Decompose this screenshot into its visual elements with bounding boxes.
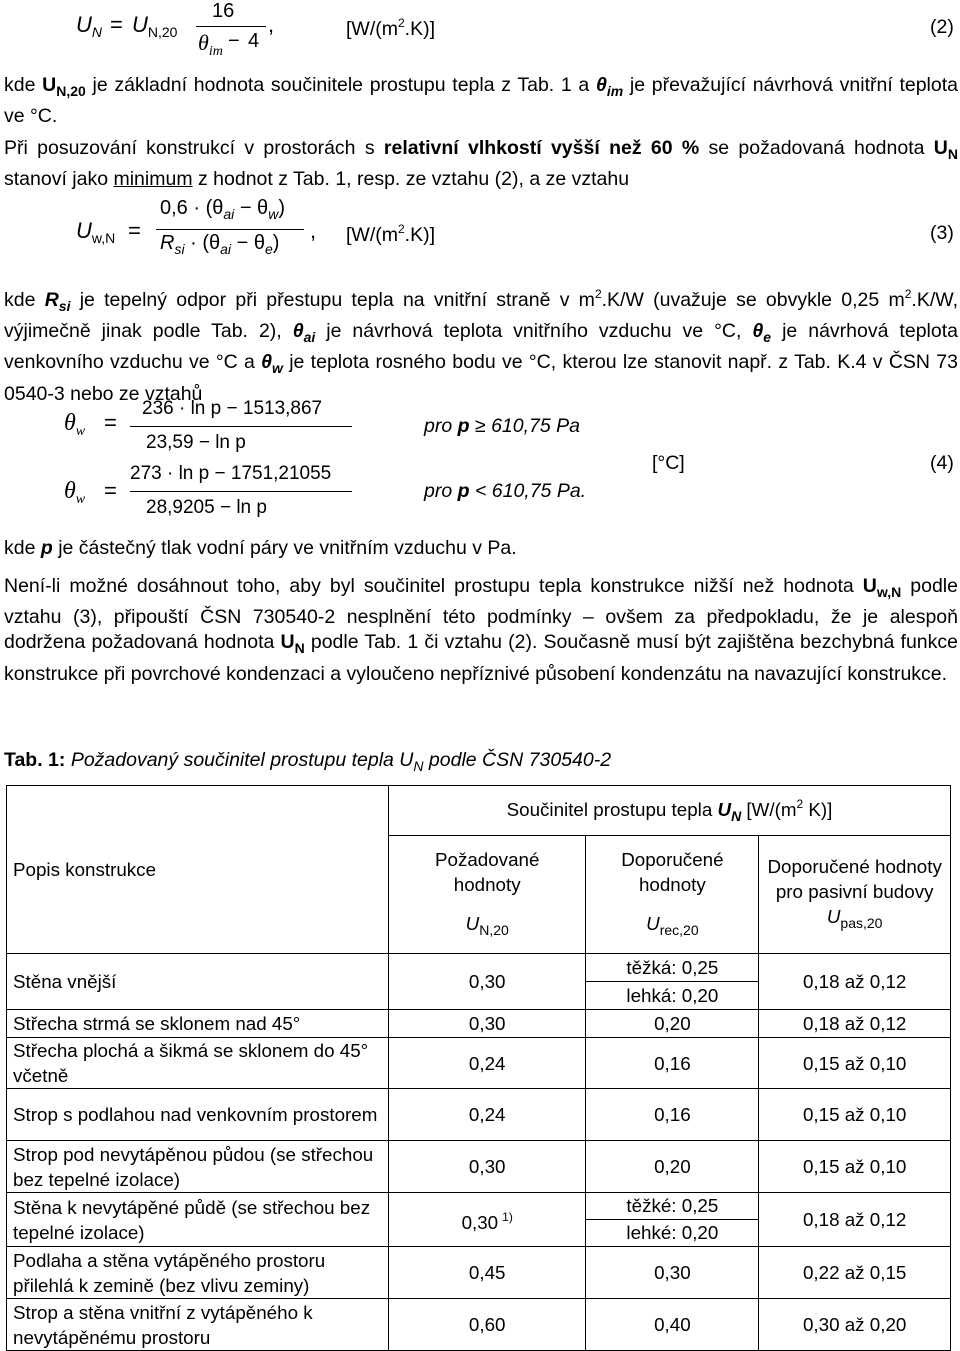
header-group: Součinitel prostupu tepla $U_N$ [$W/(m^2$ K)]: [388, 786, 950, 836]
eq4-num1: 236 · ln p − 1513,867: [142, 398, 323, 419]
eq4-den1: 23,59 − ln p: [146, 432, 246, 453]
table-caption: Tab. 1: Požadovaný součinitel prostupu tepla $U_N$ podle ČSN 730540-2: [4, 749, 612, 774]
paragraph-5: Není-li možné dosáhnout toho, aby byl součinitel prostupu tepla konstrukce nižší než hodnota $U_{w,N}$ podle vztahu (3), připouští ČSN 730540-2 nesplnění této podmínky – ovšem za předpokladu, že je alespoň dodržena požadovaná hodnota $U_N$ podle Tab. 1 či vztahu (2). Současně musí být zajištěna bezchybná funkce konstrukce při povrchové kondenzaci a vyloučeno nepříznivé působení kondenzátu na navazující konstrukce.: [4, 575, 958, 685]
eq2-equals: =: [110, 12, 123, 37]
eq4-den2: 28,9205 − ln p: [146, 497, 267, 518]
eq4-cond2: pro p < 610,75 Pa.: [424, 480, 587, 502]
eq3-fraction-bar: [156, 229, 304, 230]
table-row: Střecha plochá a šikmá se sklonem do 45° včetně 0,24 0,16 0,15 až 0,10: [7, 1038, 951, 1089]
eq2-rhs: U: [132, 12, 148, 37]
header-recommended: Doporučené hodnoty $U_{rec,20}$: [586, 836, 759, 954]
header-description: Popis konstrukce: [7, 786, 389, 954]
eq4-cond1: pro p ≥ 610,75 Pa: [424, 415, 580, 437]
eq2-number: (2): [930, 16, 954, 38]
eq3-unit: $[W/(m^2.K)]$: [346, 222, 436, 246]
paragraph-2: Při posuzování konstrukcí v prostorách s relativní vlhkostí vyšší než 60 % se požadovaná hodnota $U_N$ stanoví jako minimum z hodnot z Tab. 1, resp. ze vztahu (2), a ze vztahu: [4, 137, 958, 191]
eq2-unit: $[W/(m^2.K)]$: [346, 16, 436, 40]
eq3-number: (3): [930, 222, 954, 244]
u-values-table: [6, 785, 951, 1351]
eq2-fraction-bar: [196, 26, 266, 27]
eq2-minus: −: [228, 30, 240, 52]
eq4-unit: [°C]: [652, 452, 685, 474]
eq2-lhs: U: [76, 12, 92, 37]
paragraph-1: kde $U_{N,20}$ je základní hodnota součinitele prostupu tepla z Tab. 1 a $\theta_{im}$ je převažující návrhová vnitřní teplota ve °C.: [4, 74, 958, 128]
table-row: Strop a stěna vnitřní z vytápěného k nevytápěnému prostoru 0,60 0,40 0,30 až 0,20: [7, 1299, 951, 1351]
table-row: Strop pod nevytápěnou půdou (se střechou bez tepelné izolace) 0,30 0,20 0,15 až 0,10: [7, 1141, 951, 1193]
paragraph-4: kde p je částečný tlak vodní páry ve vnitřním vzduchu v Pa.: [4, 537, 517, 559]
table-row: Strop s podlahou nad venkovním prostorem 0,24 0,16 0,15 až 0,10: [7, 1089, 951, 1141]
header-required: Požadované hodnoty $U_{N,20}$: [388, 836, 585, 954]
table-row: Stěna k nevytápěné půdě (se střechou bez tepelné izolace) 0,30 $^{1)}$ těžké: 0,25 lehké: 0,20 0,18 až 0,12: [7, 1193, 951, 1247]
table-row: Podlaha a stěna vytápěného prostoru přilehlá k zemině (bez vlivu zeminy) 0,45 0,30 0,22 až 0,15: [7, 1247, 951, 1299]
eq3-numerator: $0,6 \cdot (\theta_{ai} - \theta_w)$: [160, 197, 285, 222]
eq2-numerator: 16: [212, 0, 235, 22]
header-passive: Doporučené hodnoty pro pasivní budovy $U_{pas,20}$: [759, 836, 951, 954]
table-row: Střecha strmá se sklonem nad 45° 0,30 0,20 0,18 až 0,12: [7, 1010, 951, 1038]
table-row: Stěna vnější 0,30 těžká: 0,25 lehká: 0,20 0,18 až 0,12: [7, 954, 951, 1010]
eq4-num2: 273 · ln p − 1751,21055: [130, 463, 332, 484]
paragraph-3: kde $R_{si}$ je tepelný odpor při přestupu tepla na vnitřní straně v $m^2.K/W$ (uvažuje se obvykle 0,25 $m^2.K/W$, výjimečně jinak podle Tab. 2), $\theta_{ai}$ je návrhová teplota vnitřního vzduchu ve °C, $\theta_e$ je návrhová teplota venkovního vzduchu ve °C a $\theta_w$ je teplota rosného bodu ve °C, kterou lze stanovit např. z Tab. K.4 v ČSN 73 0540-3 nebo ze vztahů: [4, 287, 958, 405]
eq4-number: (4): [930, 452, 954, 474]
eq3-denominator: $R_{si} \cdot (\theta_{ai} - \theta_e)$: [160, 232, 280, 257]
